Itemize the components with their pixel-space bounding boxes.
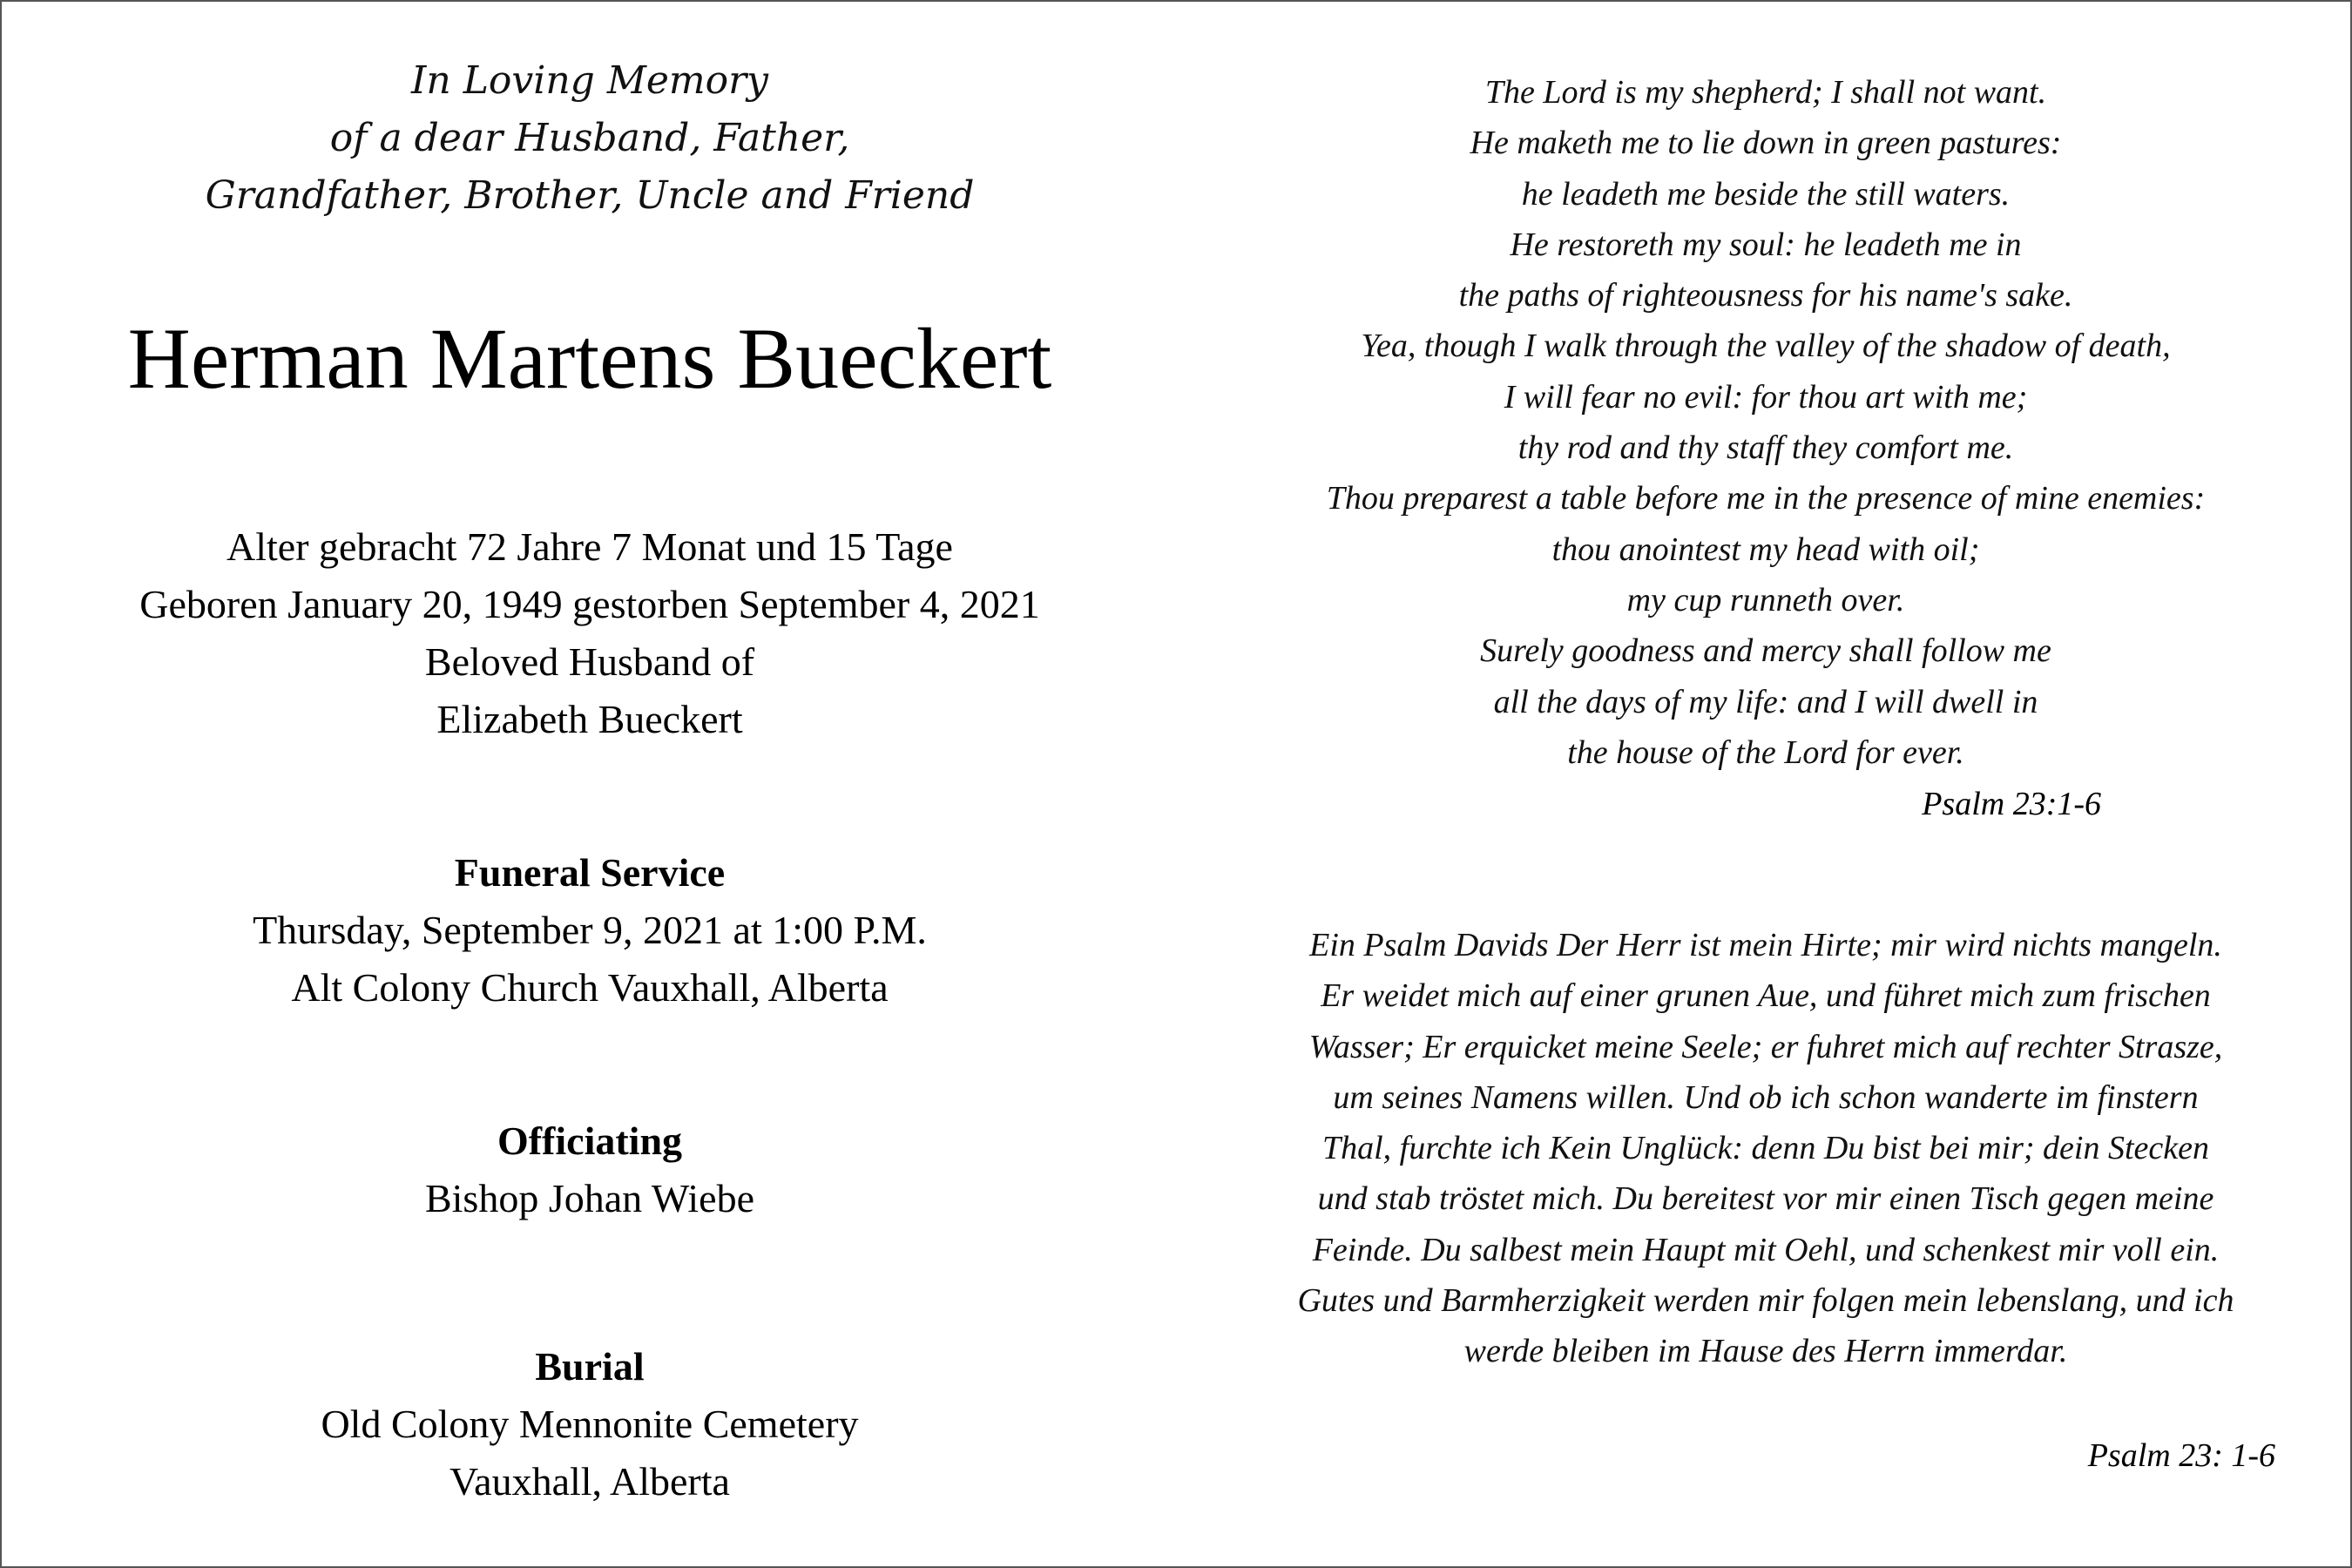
- psalm-line: Surely goodness and mercy shall follow me: [1480, 632, 2051, 670]
- memory-line: of a dear Husband, Father,: [329, 116, 850, 160]
- burial-heading: Burial: [535, 1344, 645, 1389]
- cemetery-location: Vauxhall, Alberta: [449, 1459, 730, 1504]
- burial-section: [54, 1338, 1125, 1511]
- psalm-line: he leadeth me beside the still waters.: [1521, 175, 2011, 213]
- officiating-heading: Officiating: [497, 1119, 683, 1163]
- psalm-line: He maketh me to lie down in green pastures:: [1470, 125, 2062, 162]
- officiating-section: [54, 1112, 1125, 1227]
- psalm-line: Gutes und Barmherzigkeit werden mir folgen mein lebenslang, und ich: [1297, 1282, 2234, 1320]
- funeral-date: Thursday, September 9, 2021 at 1:00 P.M.: [253, 908, 927, 952]
- psalm-english: [1230, 67, 2301, 778]
- life-details: [54, 518, 1125, 748]
- spouse-label: Beloved Husband of: [424, 639, 755, 684]
- psalm-line: all the days of my life: and I will dwell in: [1493, 683, 2038, 720]
- psalm-line: I will fear no evil: for thou art with me;: [1504, 378, 2028, 416]
- spouse-name: Elizabeth Bueckert: [436, 697, 743, 741]
- funeral-service-section: [54, 844, 1125, 1017]
- memory-line: Grandfather, Brother, Uncle and Friend: [205, 173, 975, 218]
- psalm-german-reference: Psalm 23: 1-6: [2087, 1437, 2275, 1474]
- psalm-line: Ein Psalm Davids Der Herr ist mein Hirte; mir wird nichts mangeln.: [1309, 927, 2222, 963]
- psalm-german: [1230, 920, 2301, 1377]
- psalm-line: my cup runneth over.: [1626, 581, 1905, 618]
- deceased-name: Herman Martens Bueckert: [127, 310, 1052, 407]
- psalm-line: Thou preparest a table before me in the presence of mine enemies:: [1326, 480, 2206, 517]
- psalm-line: Er weidet mich auf einer grunen Aue, und führet mich zum frischen: [1321, 977, 2211, 1015]
- funeral-service-heading: Funeral Service: [454, 850, 726, 895]
- psalm-line: thy rod and thy staff they comfort me.: [1517, 429, 2014, 467]
- psalm-line: thou anointest my head with oil;: [1551, 531, 1980, 568]
- officiant-name: Bishop Johan Wiebe: [424, 1176, 755, 1220]
- psalm-line: Thal, furchte ich Kein Unglück: denn Du bist bei mir; dein Stecken: [1321, 1130, 2210, 1167]
- dates-line: Geboren January 20, 1949 gestorben September 4, 2021: [139, 582, 1040, 626]
- psalm-line: werde bleiben im Hause des Herrn immerdar.: [1463, 1333, 2068, 1370]
- cemetery-name: Old Colony Mennonite Cemetery: [321, 1402, 859, 1446]
- psalm-line: Feinde. Du salbest mein Haupt mit Oehl, und schenkest mir voll ein.: [1312, 1231, 2220, 1268]
- psalm-line: Wasser; Er erquicket meine Seele; er fuhret mich auf rechter Strasze,: [1308, 1028, 2223, 1065]
- funeral-location: Alt Colony Church Vauxhall, Alberta: [291, 965, 889, 1010]
- psalm-line: the house of the Lord for ever.: [1567, 733, 1964, 771]
- psalm-line: the paths of righteousness for his name's sake.: [1458, 277, 2073, 314]
- psalm-line: und stab tröstet mich. Du bereitest vor mir einen Tisch gegen meine: [1317, 1180, 2214, 1218]
- psalm-line: He restoreth my soul: he leadeth me in: [1510, 226, 2022, 263]
- in-loving-memory-heading: [54, 52, 1125, 225]
- psalm-line: The Lord is my shepherd; I shall not want.: [1484, 74, 2047, 111]
- psalm-line: um seines Namens willen. Und ob ich schon wanderte im finstern: [1333, 1078, 2199, 1116]
- age-line: Alter gebracht 72 Jahre 7 Monat und 15 Tage: [226, 524, 953, 569]
- psalm-line: Yea, though I walk through the valley of the shadow of death,: [1361, 328, 2171, 365]
- memory-line: In Loving Memory: [410, 58, 769, 103]
- psalm-english-reference: Psalm 23:1-6: [1922, 786, 2101, 822]
